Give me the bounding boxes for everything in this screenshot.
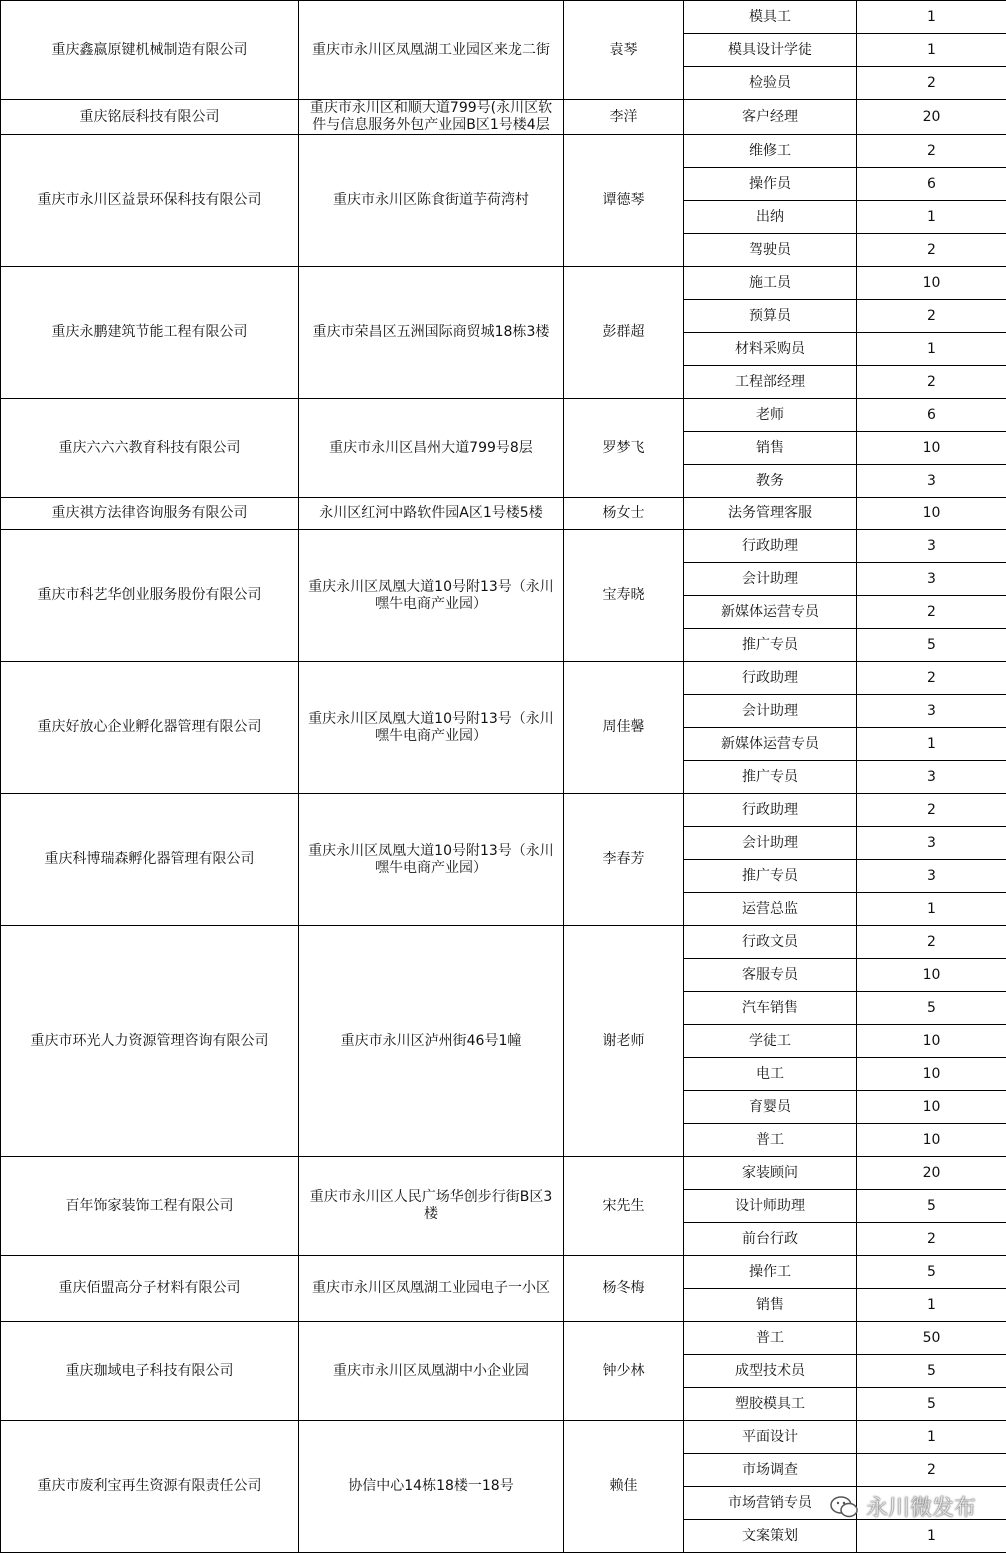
company-address-cell: 永川区红河中路软件园A区1号楼5楼	[299, 498, 564, 530]
position-title-cell: 维修工	[684, 135, 857, 168]
position-count-cell: 2	[857, 794, 1006, 827]
position-title-cell: 法务管理客服	[684, 498, 857, 530]
position-title-cell: 模具工	[684, 1, 857, 34]
position-count-cell: 2	[857, 596, 1006, 629]
position-count-cell: 6	[857, 168, 1006, 201]
position-count-cell: 2	[857, 135, 1006, 168]
company-address-cell: 重庆市永川区凤凰湖工业园电子一小区	[299, 1256, 564, 1322]
position-count-cell: 2	[857, 1454, 1006, 1487]
position-title-cell: 出纳	[684, 201, 857, 234]
table-row	[1, 926, 1006, 959]
company-name-cell: 重庆市永川区益景环保科技有限公司	[1, 135, 299, 267]
position-title-cell: 驾驶员	[684, 234, 857, 267]
position-title-cell: 普工	[684, 1322, 857, 1355]
position-title-cell: 操作员	[684, 168, 857, 201]
position-title-cell: 检验员	[684, 67, 857, 100]
contact-person-cell: 宋先生	[564, 1157, 684, 1256]
table-row	[1, 1256, 1006, 1289]
table-body	[1, 1, 1006, 1553]
position-title-cell: 老师	[684, 399, 857, 432]
company-address-cell: 重庆永川区凤凰大道10号附13号（永川嘿牛电商产业园）	[299, 530, 564, 662]
wechat-icon	[830, 1496, 858, 1518]
company-address-cell: 重庆市永川区泸州街46号1幢	[299, 926, 564, 1157]
position-title-cell: 材料采购员	[684, 333, 857, 366]
company-address-cell: 重庆市永川区和顺大道799号(永川区软件与信息服务外包产业园B区1号楼4层	[299, 100, 564, 135]
position-title-cell: 行政助理	[684, 794, 857, 827]
company-name-cell: 重庆六六六教育科技有限公司	[1, 399, 299, 498]
position-count-cell: 3	[857, 827, 1006, 860]
position-title-cell: 家装顾问	[684, 1157, 857, 1190]
position-title-cell: 教务	[684, 465, 857, 498]
position-count-cell: 10	[857, 1025, 1006, 1058]
position-count-cell: 6	[857, 399, 1006, 432]
position-count-cell: 10	[857, 1058, 1006, 1091]
position-count-cell: 3	[857, 761, 1006, 794]
position-count-cell: 5	[857, 992, 1006, 1025]
position-count-cell: 5	[857, 1388, 1006, 1421]
company-name-cell: 重庆铭辰科技有限公司	[1, 100, 299, 135]
company-name-cell: 重庆珈域电子科技有限公司	[1, 1322, 299, 1421]
company-name-cell: 重庆好放心企业孵化器管理有限公司	[1, 662, 299, 794]
position-count-cell: 1	[857, 201, 1006, 234]
company-address-cell: 重庆市荣昌区五洲国际商贸城18栋3楼	[299, 267, 564, 399]
contact-person-cell: 李春芳	[564, 794, 684, 926]
position-count-cell: 10	[857, 432, 1006, 465]
table-row	[1, 1322, 1006, 1355]
position-count-cell: 1	[857, 1, 1006, 34]
position-title-cell: 育婴员	[684, 1091, 857, 1124]
position-title-cell: 销售	[684, 1289, 857, 1322]
position-count-cell: 2	[857, 662, 1006, 695]
position-count-cell: 5	[857, 1190, 1006, 1223]
position-count-cell: 10	[857, 1091, 1006, 1124]
company-address-cell: 协信中心14栋18楼一18号	[299, 1421, 564, 1553]
position-title-cell: 电工	[684, 1058, 857, 1091]
contact-person-cell: 赖佳	[564, 1421, 684, 1553]
company-address-cell: 重庆市永川区人民广场华创步行街B区3楼	[299, 1157, 564, 1256]
table-row	[1, 1157, 1006, 1190]
watermark-text: 永川微发布	[866, 1491, 976, 1522]
table-row	[1, 530, 1006, 563]
position-title-cell: 学徒工	[684, 1025, 857, 1058]
position-count-cell: 3	[857, 530, 1006, 563]
table-row	[1, 1421, 1006, 1454]
position-title-cell: 客服专员	[684, 959, 857, 992]
company-name-cell: 百年饰家装饰工程有限公司	[1, 1157, 299, 1256]
position-title-cell: 施工员	[684, 267, 857, 300]
table-row	[1, 662, 1006, 695]
position-count-cell: 2	[857, 234, 1006, 267]
position-title-cell: 前台行政	[684, 1223, 857, 1256]
position-count-cell: 3	[857, 695, 1006, 728]
company-name-cell: 重庆祺方法律咨询服务有限公司	[1, 498, 299, 530]
company-name-cell: 重庆永鹏建筑节能工程有限公司	[1, 267, 299, 399]
position-count-cell: 1	[857, 34, 1006, 67]
position-title-cell: 推广专员	[684, 860, 857, 893]
position-title-cell: 新媒体运营专员	[684, 728, 857, 761]
contact-person-cell: 袁琴	[564, 1, 684, 100]
contact-person-cell: 钟少林	[564, 1322, 684, 1421]
position-title-cell: 会计助理	[684, 827, 857, 860]
company-name-cell: 重庆科博瑞森孵化器管理有限公司	[1, 794, 299, 926]
company-name-cell: 重庆鑫嬴原键机械制造有限公司	[1, 1, 299, 100]
position-title-cell: 客户经理	[684, 100, 857, 135]
position-title-cell: 模具设计学徒	[684, 34, 857, 67]
position-count-cell: 5	[857, 629, 1006, 662]
position-count-cell: 1	[857, 1421, 1006, 1454]
position-count-cell: 10	[857, 267, 1006, 300]
position-count-cell: 1	[857, 1289, 1006, 1322]
company-name-cell: 重庆市环光人力资源管理咨询有限公司	[1, 926, 299, 1157]
position-count-cell: 2	[857, 926, 1006, 959]
company-name-cell: 重庆市废利宝再生资源有限责任公司	[1, 1421, 299, 1553]
contact-person-cell: 杨冬梅	[564, 1256, 684, 1322]
contact-person-cell: 李洋	[564, 100, 684, 135]
position-title-cell: 成型技术员	[684, 1355, 857, 1388]
table-row	[1, 267, 1006, 300]
position-count-cell: 2	[857, 366, 1006, 399]
company-address-cell: 重庆市永川区昌州大道799号8层	[299, 399, 564, 498]
table-row	[1, 498, 1006, 530]
position-title-cell: 行政助理	[684, 530, 857, 563]
table-row	[1, 100, 1006, 135]
position-count-cell: 50	[857, 1322, 1006, 1355]
watermark	[830, 1491, 976, 1522]
position-count-cell: 20	[857, 1157, 1006, 1190]
position-title-cell: 会计助理	[684, 563, 857, 596]
position-count-cell: 20	[857, 100, 1006, 135]
table-row	[1, 399, 1006, 432]
contact-person-cell: 周佳馨	[564, 662, 684, 794]
position-count-cell: 5	[857, 1355, 1006, 1388]
company-name-cell: 重庆市科艺华创业服务股份有限公司	[1, 530, 299, 662]
position-title-cell: 市场调查	[684, 1454, 857, 1487]
position-count-cell: 3	[857, 465, 1006, 498]
contact-person-cell: 彭群超	[564, 267, 684, 399]
position-count-cell: 1	[857, 1520, 1006, 1553]
position-count-cell: 2	[857, 67, 1006, 100]
contact-person-cell: 谢老师	[564, 926, 684, 1157]
table-row	[1, 135, 1006, 168]
contact-person-cell: 杨女士	[564, 498, 684, 530]
position-title-cell: 普工	[684, 1124, 857, 1157]
company-address-cell: 重庆市永川区凤凰湖工业园区来龙二街	[299, 1, 564, 100]
position-count-cell: 10	[857, 1124, 1006, 1157]
position-count-cell: 2	[857, 1223, 1006, 1256]
contact-person-cell: 谭德琴	[564, 135, 684, 267]
position-count-cell: 10	[857, 959, 1006, 992]
position-title-cell: 行政助理	[684, 662, 857, 695]
position-count-cell: 3	[857, 563, 1006, 596]
position-title-cell: 新媒体运营专员	[684, 596, 857, 629]
company-address-cell: 重庆永川区凤凰大道10号附13号（永川嘿牛电商产业园）	[299, 662, 564, 794]
position-title-cell: 推广专员	[684, 629, 857, 662]
contact-person-cell: 宝寿晓	[564, 530, 684, 662]
contact-person-cell: 罗梦飞	[564, 399, 684, 498]
position-title-cell: 汽车销售	[684, 992, 857, 1025]
position-count-cell: 10	[857, 498, 1006, 530]
position-count-cell: 5	[857, 1256, 1006, 1289]
position-count-cell: 1	[857, 728, 1006, 761]
position-count-cell: 3	[857, 860, 1006, 893]
position-title-cell: 设计师助理	[684, 1190, 857, 1223]
position-title-cell: 文案策划	[684, 1520, 857, 1553]
position-title-cell: 运营总监	[684, 893, 857, 926]
company-address-cell: 重庆市永川区陈食街道芋荷湾村	[299, 135, 564, 267]
position-title-cell: 市场营销专员	[684, 1487, 857, 1520]
position-title-cell: 操作工	[684, 1256, 857, 1289]
table-row	[1, 794, 1006, 827]
table-row	[1, 1, 1006, 34]
position-title-cell: 平面设计	[684, 1421, 857, 1454]
position-count-cell: 1	[857, 333, 1006, 366]
position-count-cell: 2	[857, 300, 1006, 333]
position-title-cell: 推广专员	[684, 761, 857, 794]
company-address-cell: 重庆市永川区凤凰湖中小企业园	[299, 1322, 564, 1421]
position-title-cell: 销售	[684, 432, 857, 465]
position-title-cell: 工程部经理	[684, 366, 857, 399]
position-title-cell: 会计助理	[684, 695, 857, 728]
position-title-cell: 塑胶模具工	[684, 1388, 857, 1421]
position-title-cell: 预算员	[684, 300, 857, 333]
company-name-cell: 重庆佰盟高分子材料有限公司	[1, 1256, 299, 1322]
position-title-cell: 行政文员	[684, 926, 857, 959]
company-address-cell: 重庆永川区凤凰大道10号附13号（永川嘿牛电商产业园）	[299, 794, 564, 926]
position-count-cell: 1	[857, 893, 1006, 926]
